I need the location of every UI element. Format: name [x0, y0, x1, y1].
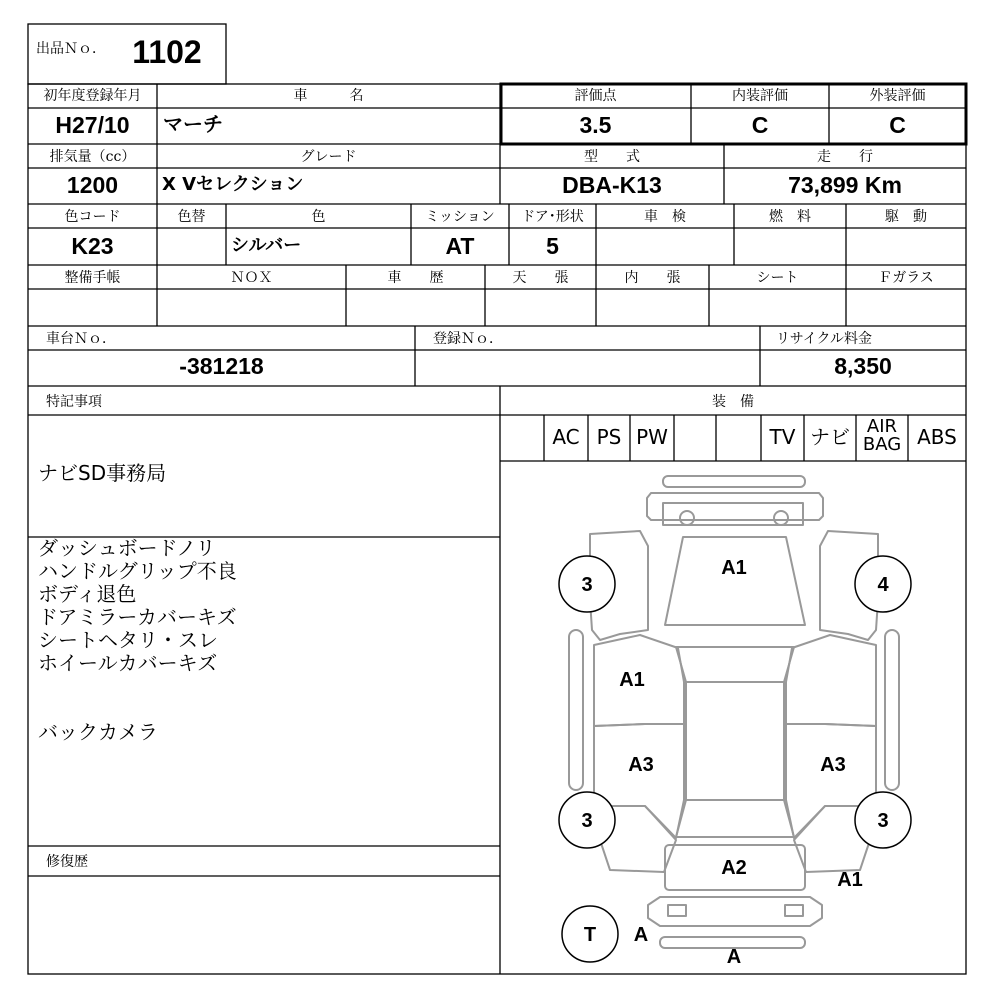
color-value: シルバー [231, 235, 302, 256]
headlight-right [774, 511, 788, 525]
mark-right-rear-door: A3 [820, 754, 846, 776]
mission-label: ミッション [425, 209, 495, 225]
left-side-sill [569, 630, 583, 790]
model-value: DBA-K13 [562, 172, 662, 198]
seat-label: シート [756, 270, 799, 286]
lot-number-label: 出品Ｎｏ． [36, 41, 106, 57]
special-note-4: ドアミラーカバーキズ [38, 605, 237, 629]
interior-grade-value: C [751, 112, 769, 138]
fuel-label: 燃 料 [769, 209, 811, 225]
front-bumper-lip [663, 476, 805, 487]
door-label: ドア･形状 [521, 209, 584, 225]
equipment-ps: PS [596, 425, 622, 449]
equipment-navi: ナビ [810, 425, 850, 449]
exterior-grade-value: C [889, 112, 906, 138]
displacement-label: 排気量（cc） [49, 149, 136, 165]
lot-number: 1102 [132, 34, 202, 70]
interior-grade-label: 内装評価 [732, 88, 788, 104]
equipment-ac: AC [552, 425, 580, 449]
special-note-3: ボディ退色 [38, 582, 137, 606]
equipment-abs: ABS [917, 425, 957, 449]
right-side-sill [885, 630, 899, 790]
car-damage-diagram [500, 461, 966, 974]
mark-trunk: A2 [721, 857, 747, 879]
mission-value: AT [445, 233, 475, 259]
displacement-value: 1200 [66, 172, 119, 198]
windshield [676, 647, 794, 682]
mark-rear-bumper: A [633, 924, 649, 946]
rear-bumper [648, 897, 822, 926]
inner-lining-label: 内 張 [624, 270, 681, 286]
tire-front-left-grade: 3 [581, 574, 593, 596]
service-record-label: 整備手帳 [64, 270, 121, 286]
recycle-fee-value: 8,350 [834, 353, 892, 379]
grade-value: X Vセレクション [162, 174, 304, 195]
color-code-value: K23 [71, 233, 114, 259]
mileage-label: 走 行 [817, 149, 873, 165]
special-note-1: ダッシュボードノリ [38, 536, 216, 560]
score-value: 3.5 [579, 112, 612, 138]
recycle-fee-label: リサイクル料金 [776, 331, 873, 347]
mark-bumper-bottom: A [726, 946, 742, 968]
door-value: 5 [546, 233, 559, 259]
hood-panel [665, 537, 805, 625]
special-notes-label: 特記事項 [46, 394, 102, 410]
front-bumper [647, 493, 823, 520]
tire-spare-grade: T [583, 924, 597, 946]
color-code-label: 色コード [64, 209, 121, 225]
special-note-5: シートヘタリ・スレ [38, 628, 218, 652]
repaint-label: 色替 [177, 209, 206, 225]
tire-front-right-grade: 4 [877, 574, 889, 596]
mark-rear-bumper-right: A1 [837, 869, 863, 891]
nox-label: ＮＯＸ [230, 270, 273, 286]
special-note-6: ホイールカバーキズ [38, 651, 218, 675]
first-registration-label: 初年度登録年月 [43, 88, 142, 104]
drive-label: 駆 動 [885, 209, 927, 225]
special-note-top: ナビSD事務局 [38, 461, 167, 485]
roof [686, 682, 784, 800]
inspection-label: 車 検 [644, 209, 686, 225]
equipment-pw: PW [636, 425, 668, 449]
first-registration-value: H27/10 [55, 112, 130, 138]
color-label: 色 [311, 209, 326, 225]
mark-left-rear-door: A3 [628, 754, 654, 776]
score-label: 評価点 [574, 88, 617, 104]
ceiling-label: 天 張 [512, 270, 569, 286]
grade-label: グレード [300, 149, 357, 165]
rear-window [676, 800, 794, 837]
registration-number-label: 登録Ｎｏ． [433, 331, 503, 347]
exterior-grade-label: 外装評価 [869, 88, 926, 104]
car-name-label: 車 名 [293, 88, 364, 104]
taillight-left [668, 905, 686, 916]
equipment-tv: TV [769, 425, 796, 449]
front-grille [663, 503, 803, 525]
headlight-left [680, 511, 694, 525]
model-label: 型 式 [584, 149, 640, 165]
repair-history-label: 修復歴 [46, 854, 88, 870]
tire-rear-right-grade: 3 [877, 810, 889, 832]
special-note-2: ハンドルグリップ不良 [38, 559, 237, 583]
equipment-airbag: AIR BAG [862, 416, 902, 455]
right-front-door [786, 635, 876, 726]
front-glass-label: Ｆガラス [878, 270, 934, 286]
mileage-value: 73,899 Km [788, 172, 902, 198]
chassis-number-label: 車台Ｎｏ． [46, 331, 116, 347]
taillight-right [785, 905, 803, 916]
mark-left-front-door: A1 [619, 669, 645, 691]
car-history-label: 車 歴 [387, 270, 444, 286]
car-name-value: マーチ [163, 112, 223, 136]
mark-roof: A1 [721, 557, 747, 579]
tire-rear-left-grade: 3 [581, 810, 593, 832]
equipment-label: 装 備 [712, 394, 754, 410]
special-note-camera: バックカメラ [38, 720, 158, 744]
chassis-number-value: -381218 [179, 353, 264, 379]
